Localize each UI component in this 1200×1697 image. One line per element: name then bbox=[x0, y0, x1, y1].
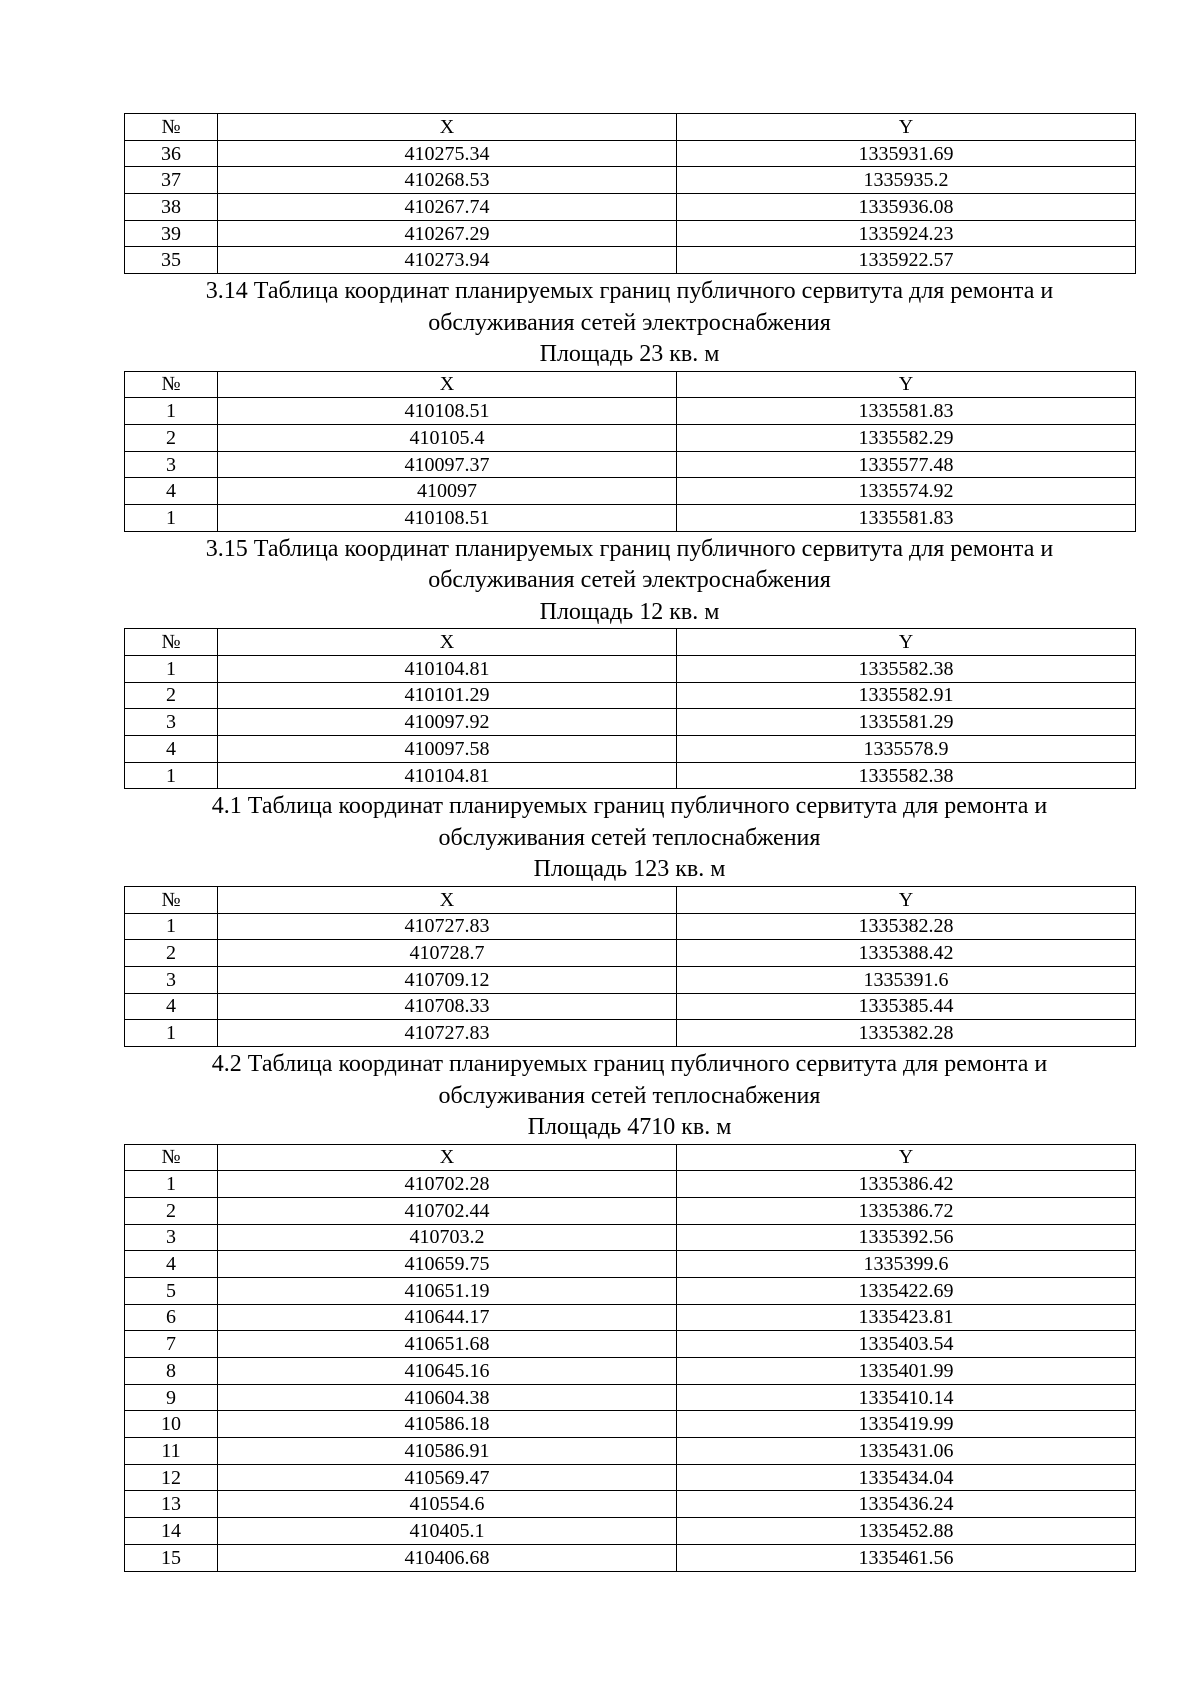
cell-y: 1335931.69 bbox=[677, 140, 1136, 167]
header-x: X bbox=[218, 1144, 677, 1171]
cell-number: 1 bbox=[125, 913, 218, 940]
cell-number: 38 bbox=[125, 194, 218, 221]
cell-number: 36 bbox=[125, 140, 218, 167]
header-x: X bbox=[218, 114, 677, 141]
cell-x: 410097.58 bbox=[218, 736, 677, 763]
cell-y: 1335392.56 bbox=[677, 1224, 1136, 1251]
cell-x: 410097.92 bbox=[218, 709, 677, 736]
cell-y: 1335582.38 bbox=[677, 762, 1136, 789]
coordinates-table bbox=[124, 628, 1136, 789]
cell-x: 410727.83 bbox=[218, 1020, 677, 1047]
cell-y: 1335578.9 bbox=[677, 736, 1136, 763]
area-label: Площадь 12 кв. м bbox=[539, 598, 720, 625]
header-number: № bbox=[125, 629, 218, 656]
table-row bbox=[125, 1358, 1136, 1385]
caption-line: обслуживания сетей теплоснабжения bbox=[438, 824, 821, 851]
cell-number: 1 bbox=[125, 505, 218, 532]
cell-number: 11 bbox=[125, 1438, 218, 1465]
caption-line: 3.15 Таблица координат планируемых границ публичного сервитута для ремонта и bbox=[205, 535, 1054, 562]
table-row bbox=[125, 966, 1136, 993]
table-row bbox=[125, 1438, 1136, 1465]
cell-number: 37 bbox=[125, 167, 218, 194]
cell-y: 1335581.29 bbox=[677, 709, 1136, 736]
header-y: Y bbox=[677, 1144, 1136, 1171]
cell-x: 410097 bbox=[218, 478, 677, 505]
cell-number: 13 bbox=[125, 1491, 218, 1518]
table-row bbox=[125, 913, 1136, 940]
table-row bbox=[125, 1491, 1136, 1518]
cell-x: 410267.74 bbox=[218, 194, 677, 221]
cell-y: 1335431.06 bbox=[677, 1438, 1136, 1465]
cell-number: 4 bbox=[125, 736, 218, 763]
cell-x: 410604.38 bbox=[218, 1384, 677, 1411]
cell-x: 410097.37 bbox=[218, 451, 677, 478]
cell-x: 410644.17 bbox=[218, 1304, 677, 1331]
cell-number: 1 bbox=[125, 762, 218, 789]
cell-number: 4 bbox=[125, 478, 218, 505]
cell-y: 1335577.48 bbox=[677, 451, 1136, 478]
table-row bbox=[125, 682, 1136, 709]
cell-y: 1335582.91 bbox=[677, 682, 1136, 709]
table-header-row bbox=[125, 1144, 1136, 1171]
header-y: Y bbox=[677, 114, 1136, 141]
header-number: № bbox=[125, 1144, 218, 1171]
cell-x: 410268.53 bbox=[218, 167, 677, 194]
cell-x: 410406.68 bbox=[218, 1544, 677, 1571]
cell-number: 39 bbox=[125, 220, 218, 247]
cell-number: 3 bbox=[125, 966, 218, 993]
table-row bbox=[125, 398, 1136, 425]
table-row bbox=[125, 478, 1136, 505]
table-row bbox=[125, 1544, 1136, 1571]
cell-x: 410108.51 bbox=[218, 505, 677, 532]
cell-number: 1 bbox=[125, 1020, 218, 1047]
cell-y: 1335581.83 bbox=[677, 505, 1136, 532]
cell-x: 410645.16 bbox=[218, 1358, 677, 1385]
cell-y: 1335386.72 bbox=[677, 1197, 1136, 1224]
table-row bbox=[125, 451, 1136, 478]
cell-y: 1335581.83 bbox=[677, 398, 1136, 425]
cell-y: 1335461.56 bbox=[677, 1544, 1136, 1571]
table-row bbox=[125, 1020, 1136, 1047]
cell-y: 1335452.88 bbox=[677, 1518, 1136, 1545]
table-row bbox=[125, 762, 1136, 789]
cell-y: 1335574.92 bbox=[677, 478, 1136, 505]
table-caption bbox=[124, 276, 1135, 371]
cell-number: 3 bbox=[125, 709, 218, 736]
table-row bbox=[125, 1411, 1136, 1438]
table-row bbox=[125, 167, 1136, 194]
cell-x: 410104.81 bbox=[218, 655, 677, 682]
cell-y: 1335403.54 bbox=[677, 1331, 1136, 1358]
coordinates-table bbox=[124, 113, 1136, 274]
cell-number: 15 bbox=[125, 1544, 218, 1571]
cell-y: 1335382.28 bbox=[677, 1020, 1136, 1047]
table-row bbox=[125, 1331, 1136, 1358]
cell-y: 1335422.69 bbox=[677, 1277, 1136, 1304]
table-row bbox=[125, 940, 1136, 967]
cell-x: 410728.7 bbox=[218, 940, 677, 967]
table-header-row bbox=[125, 629, 1136, 656]
cell-y: 1335924.23 bbox=[677, 220, 1136, 247]
table-caption bbox=[124, 791, 1135, 886]
cell-x: 410702.44 bbox=[218, 1197, 677, 1224]
table-row bbox=[125, 655, 1136, 682]
cell-y: 1335582.29 bbox=[677, 425, 1136, 452]
cell-number: 12 bbox=[125, 1464, 218, 1491]
cell-number: 10 bbox=[125, 1411, 218, 1438]
cell-y: 1335436.24 bbox=[677, 1491, 1136, 1518]
cell-x: 410651.19 bbox=[218, 1277, 677, 1304]
cell-number: 2 bbox=[125, 425, 218, 452]
header-x: X bbox=[218, 371, 677, 398]
caption-line: 4.1 Таблица координат планируемых границ публичного сервитута для ремонта и bbox=[211, 793, 1048, 820]
table-row bbox=[125, 247, 1136, 274]
cell-number: 6 bbox=[125, 1304, 218, 1331]
coordinates-table bbox=[124, 1144, 1136, 1572]
cell-number: 1 bbox=[125, 1171, 218, 1198]
cell-number: 8 bbox=[125, 1358, 218, 1385]
header-x: X bbox=[218, 886, 677, 913]
cell-x: 410273.94 bbox=[218, 247, 677, 274]
cell-number: 35 bbox=[125, 247, 218, 274]
cell-y: 1335582.38 bbox=[677, 655, 1136, 682]
cell-y: 1335388.42 bbox=[677, 940, 1136, 967]
table-row bbox=[125, 220, 1136, 247]
cell-number: 5 bbox=[125, 1277, 218, 1304]
cell-x: 410702.28 bbox=[218, 1171, 677, 1198]
header-number: № bbox=[125, 886, 218, 913]
cell-number: 2 bbox=[125, 1197, 218, 1224]
cell-number: 3 bbox=[125, 1224, 218, 1251]
cell-x: 410104.81 bbox=[218, 762, 677, 789]
coordinates-table bbox=[124, 886, 1136, 1047]
cell-y: 1335423.81 bbox=[677, 1304, 1136, 1331]
table-header-row bbox=[125, 371, 1136, 398]
cell-x: 410659.75 bbox=[218, 1251, 677, 1278]
cell-number: 9 bbox=[125, 1384, 218, 1411]
table-row bbox=[125, 425, 1136, 452]
cell-x: 410108.51 bbox=[218, 398, 677, 425]
cell-number: 2 bbox=[125, 940, 218, 967]
cell-x: 410405.1 bbox=[218, 1518, 677, 1545]
table-row bbox=[125, 1277, 1136, 1304]
caption-line: обслуживания сетей электроснабжения bbox=[428, 309, 831, 336]
area-label: Площадь 23 кв. м bbox=[539, 341, 720, 368]
coordinates-table bbox=[124, 371, 1136, 532]
table-row bbox=[125, 140, 1136, 167]
cell-number: 1 bbox=[125, 398, 218, 425]
area-label: Площадь 4710 кв. м bbox=[527, 1114, 732, 1140]
caption-line: обслуживания сетей теплоснабжения bbox=[438, 1082, 821, 1109]
cell-x: 410709.12 bbox=[218, 966, 677, 993]
caption-line: 4.2 Таблица координат планируемых границ публичного сервитута для ремонта и bbox=[211, 1051, 1048, 1077]
table-row bbox=[125, 709, 1136, 736]
cell-y: 1335922.57 bbox=[677, 247, 1136, 274]
cell-x: 410105.4 bbox=[218, 425, 677, 452]
table-row bbox=[125, 1384, 1136, 1411]
caption-line: обслуживания сетей электроснабжения bbox=[428, 567, 831, 594]
cell-number: 3 bbox=[125, 451, 218, 478]
cell-x: 410651.68 bbox=[218, 1331, 677, 1358]
cell-x: 410267.29 bbox=[218, 220, 677, 247]
table-header-row bbox=[125, 886, 1136, 913]
header-y: Y bbox=[677, 629, 1136, 656]
cell-number: 1 bbox=[125, 655, 218, 682]
header-y: Y bbox=[677, 886, 1136, 913]
header-number: № bbox=[125, 371, 218, 398]
header-x: X bbox=[218, 629, 677, 656]
table-row bbox=[125, 1171, 1136, 1198]
cell-y: 1335419.99 bbox=[677, 1411, 1136, 1438]
table-row bbox=[125, 1197, 1136, 1224]
cell-x: 410727.83 bbox=[218, 913, 677, 940]
cell-number: 14 bbox=[125, 1518, 218, 1545]
header-number: № bbox=[125, 114, 218, 141]
table-row bbox=[125, 194, 1136, 221]
table-caption bbox=[124, 534, 1135, 629]
table-row bbox=[125, 1224, 1136, 1251]
cell-x: 410101.29 bbox=[218, 682, 677, 709]
cell-y: 1335410.14 bbox=[677, 1384, 1136, 1411]
table-row bbox=[125, 1518, 1136, 1545]
cell-x: 410554.6 bbox=[218, 1491, 677, 1518]
cell-y: 1335385.44 bbox=[677, 993, 1136, 1020]
table-caption bbox=[124, 1049, 1135, 1144]
cell-number: 4 bbox=[125, 1251, 218, 1278]
cell-y: 1335391.6 bbox=[677, 966, 1136, 993]
cell-number: 2 bbox=[125, 682, 218, 709]
cell-number: 7 bbox=[125, 1331, 218, 1358]
area-label: Площадь 123 кв. м bbox=[533, 856, 726, 883]
cell-x: 410586.18 bbox=[218, 1411, 677, 1438]
table-row bbox=[125, 736, 1136, 763]
table-row bbox=[125, 993, 1136, 1020]
header-y: Y bbox=[677, 371, 1136, 398]
document-page bbox=[124, 113, 1135, 1572]
cell-y: 1335936.08 bbox=[677, 194, 1136, 221]
table-header-row bbox=[125, 114, 1136, 141]
cell-x: 410275.34 bbox=[218, 140, 677, 167]
caption-line: 3.14 Таблица координат планируемых границ публичного сервитута для ремонта и bbox=[205, 278, 1054, 305]
cell-y: 1335935.2 bbox=[677, 167, 1136, 194]
table-row bbox=[125, 1251, 1136, 1278]
cell-x: 410703.2 bbox=[218, 1224, 677, 1251]
table-row bbox=[125, 1304, 1136, 1331]
cell-y: 1335434.04 bbox=[677, 1464, 1136, 1491]
cell-y: 1335399.6 bbox=[677, 1251, 1136, 1278]
cell-y: 1335382.28 bbox=[677, 913, 1136, 940]
cell-x: 410586.91 bbox=[218, 1438, 677, 1465]
table-row bbox=[125, 1464, 1136, 1491]
cell-number: 4 bbox=[125, 993, 218, 1020]
cell-x: 410569.47 bbox=[218, 1464, 677, 1491]
cell-y: 1335386.42 bbox=[677, 1171, 1136, 1198]
cell-y: 1335401.99 bbox=[677, 1358, 1136, 1385]
table-row bbox=[125, 505, 1136, 532]
cell-x: 410708.33 bbox=[218, 993, 677, 1020]
